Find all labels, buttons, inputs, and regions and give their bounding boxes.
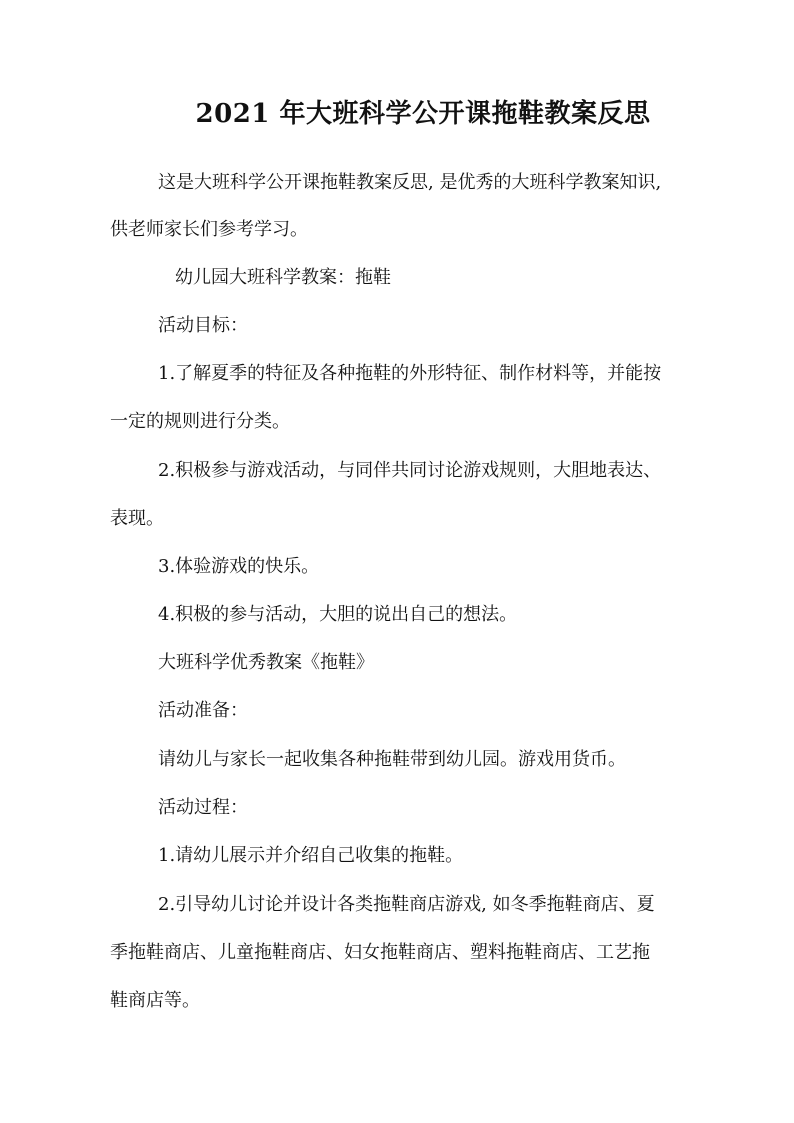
- paragraph-line: 1.了解夏季的特征及各种拖鞋的外形特征、制作材料等，并能按: [158, 363, 662, 384]
- paragraph-line: 4.积极的参与活动，大胆的说出自己的想法。: [158, 604, 518, 625]
- paragraph-line: 季拖鞋商店、儿童拖鞋商店、妇女拖鞋商店、塑料拖鞋商店、工艺拖: [110, 942, 650, 963]
- paragraph-line: 2.积极参与游戏活动，与同伴共同讨论游戏规则，大胆地表达、: [158, 460, 662, 481]
- document-title: 2021 年大班科学公开课拖鞋教案反思: [195, 99, 651, 129]
- paragraph-line: 表现。: [110, 508, 164, 529]
- paragraph-line: 一定的规则进行分类。: [110, 411, 290, 432]
- paragraph-line: 3.体验游戏的快乐。: [158, 556, 320, 577]
- section-heading: 活动过程：: [158, 797, 248, 818]
- paragraph-line: 这是大班科学公开课拖鞋教案反思, 是优秀的大班科学教案知识,: [158, 172, 662, 193]
- section-heading: 大班科学优秀教案《拖鞋》: [158, 652, 374, 673]
- paragraph-line: 供老师家长们参考学习。: [110, 219, 308, 240]
- section-heading: 活动目标：: [158, 315, 248, 336]
- paragraph-line: 1.请幼儿展示并介绍自己收集的拖鞋。: [158, 845, 464, 866]
- paragraph-line: 请幼儿与家长一起收集各种拖鞋带到幼儿园。游戏用货币。: [158, 749, 626, 770]
- paragraph-line: 鞋商店等。: [110, 990, 200, 1011]
- section-heading: 活动准备：: [158, 700, 248, 721]
- subheading: 幼儿园大班科学教案：拖鞋: [175, 267, 391, 288]
- paragraph-line: 2.引导幼儿讨论并设计各类拖鞋商店游戏, 如冬季拖鞋商店、夏: [158, 894, 655, 915]
